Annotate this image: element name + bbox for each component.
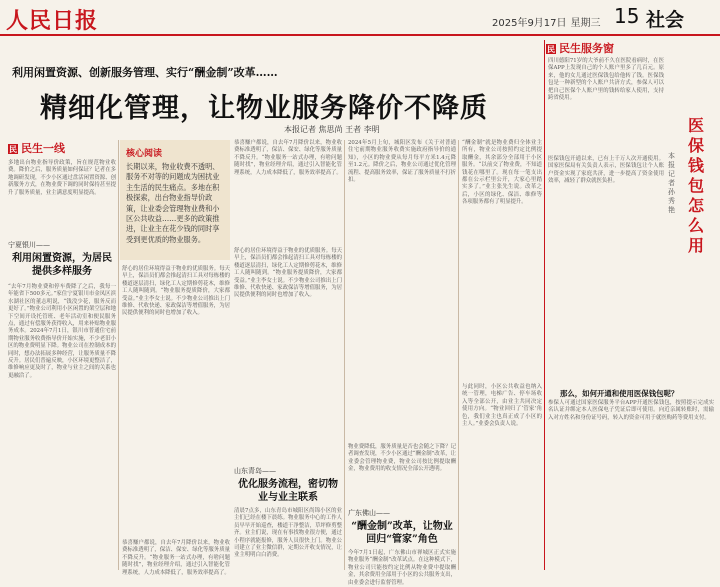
newspaper-logo: 人民日报 [6,8,99,34]
middle-body-c: 清晨7点多，山东青岛市城阳区尚锦小区的业主们已经在楼下晨练。物业服务中心的工作人员早早开始巡查，楼道干净整洁，草坪修剪整齐。业主们说，现在有事找物业很方便，通过小程序就能报修，服务人员很快上门。物业公司建立了业主微信群，定期公开收支情况，让业主明明白白消费。 [234,508,342,559]
middle-body-b: 恭喜赚户都说，自去年7月降价以来，物业收费标准透明了，保洁、保安、绿化等服务质量不降反升。“物业服务一站式办理，有啥问题随时找”，物业经理介绍，通过引入智能化管理系统，人力成本降低了，服务效率提高了。 [234,140,342,176]
page-number: 15 [614,4,640,28]
column-divider [118,140,119,570]
weekday-text: 星期三 [570,18,601,29]
left-subhead: 利用闲置资源，为居民提供多样服务 [12,253,112,277]
middle-body-a: 舒心的居住环境得益于物业的优质服务。每天早上，保洁员们都会推起清扫工具对每栋楼的楼道逐层清扫，绿化工人定期修剪花木，维修工人随叫随到。“物业服务提质降价，大家都受益。”业主李女士说。不少物业公司推出上门维修、代收快递、家政保洁等增值服务，为居民提供便利的同时也增加了收入。 [122,266,230,317]
far-right-body-b: 与此同时，小区公共收益也纳入统一管理，电梯广告、停车场收入等全部公开，由业主共同决定使用方向。“物业回归了‘管家’角色，我们业主也真正成了小区的主人。”业委会负责人说。 [462,384,542,428]
left-body: “去年7月物业费和停车费降了之后，我每一年能省下500多元。”家住宁夏银川市金凤区滨水湖社区的董志明说，“钱没少花，服务反而更好了。”物业公司利用小区闲置的架空层和地下空间开设托管班、老年活动室和便民服务点，通过有偿服务获得收入，用来补贴物业服务成本。2024年7月1日，银川市普通住宅前期物业服务收费指导价开始实施，不少老旧小区的物业费明显下降。物业公司在控制成本的同时，想办法拓展多种经营，让服务质量不降反升。居民们普遍反映，小区环境更整洁了，维修响应更及时了，物业与业主之间的关系也更融洽了。 [8,284,116,379]
middle-subhead: 优化服务流程，密切物业与业主联系 [238,479,338,503]
lead-kicker: 利用闲置资源、创新服务管理、实行“酬金制”改革…… [12,66,278,79]
sidebar-section-label [546,40,614,56]
sidebar-title: 医保钱包怎么用 [688,116,705,255]
right-middle-body-b: 物业费降低，服务质量是否也会随之下降？记者调查发现，不少小区通过“酬金制”改革，让业委会管理物业费，物业公司按比例提取酬金，物业费用的收支情况全部公开透明。 [348,444,456,473]
middle-location: 山东青岛—— [234,467,276,475]
sidebar-byline: 本报记者 孙秀艳 [668,152,675,214]
sidebar-label-text: 民生服务窗 [559,42,614,55]
masthead-rule [0,34,720,36]
right-middle-body-a: 2024年5月上旬，城阳区发布《关于对普通住宅前期物业服务收费实施政府指导价的通知》，小区的物业费从每月每平方米1.4元降至1.2元。降价之后，物业公司通过优化管理流程、提高服务效率，保证了服务质量不打折扣。 [348,140,456,184]
sidebar-divider [544,40,545,570]
middle-body-b2: 舒心的居住环境得益于物业的优质服务。每天早上，保洁员们都会推起清扫工具对每栋楼的楼道逐层清扫，绿化工人定期修剪花木，维修工人随叫随到。“物业服务提质降价，大家都受益。”业主李女士说。不少物业公司推出上门维修、代收快递、家政保洁等增值服务，为居民提供便利的同时也增加了收入。 [234,248,342,299]
lead-headline: 精细化管理，让物业服务降价不降质 [40,93,488,124]
page-section: 社会 [646,9,685,31]
left-intro: 多地出台物业指导价政策，旨在规范物业收费。降价之后，服务质量如何保证？记者在多地调研发现，不少小区通过盘活闲置资源、创新服务方式，在物业费下调的同时保持甚至提升了服务质量，业主满意度明显提高。 [8,160,116,196]
sidebar-body-c: 参保人可通过国家医保服务平台APP开通医保钱包，按照提示完成实名认证并绑定本人医保电子凭证后即可使用。向近亲属转账时，需输入对方姓名和身份证号码，转入的资金可用于就医购药等费用支付。 [548,400,714,421]
sidebar-marker-icon: 民 [547,44,555,54]
right-middle-location: 广东佛山—— [348,509,390,517]
column-divider [458,140,459,570]
right-middle-body-c: 今年7月1日起，广东佛山市禅城区正式实施物业服务“酬金制”改革试点。在这种模式下，物业公司只能按约定比例从物业费中提取酬金，其余费用全部用于小区的公共服务支出，由业委会进行监督管理。 [348,550,456,586]
column-divider [344,140,345,570]
sidebar-body-a: 四川德阳71岁的大爷前不久在医院看病时，在医保APP上发现自己的个人账户里多了几百元。原来，他的女儿通过医保钱包给他转了钱。医保钱包是一种新型的个人账户共济方式，参保人可以把自己医保个人账户里的钱转给家人使用，支持跨省使用。 [548,58,664,102]
section-label-minsheng [8,140,65,156]
right-middle-subhead: “酬金制”改革，让物业回归“管家”角色 [351,521,453,545]
core-reading-text: 长期以来，物业收费不透明、服务不对等的问题成为困扰业主生活的民生痛点。多地在积极探索，出台物业指导价政策，让业委会管理物业费和小区公共收益……更多的政策推进，让业主在花少钱的同时享受到更优质的物业服务。 [126,162,220,244]
core-reading-title: 核心阅读 [126,149,163,159]
sidebar-question: 那么，如何开通和使用医保钱包呢？ [560,389,679,398]
date-text: 2025年9月17日 [492,18,567,29]
far-right-body-a: “酬金制”就是物业费归全体业主所有，物业公司按照约定比例提取酬金，其余部分全部用于小区服务。“以前交了物业费，不知道钱花在哪里了。现在每一笔支出都在公示栏里公开，大家心里踏实多了。”业主张先生说。改革之后，小区的绿化、保洁、维修等各项服务都有了明显提升。 [462,140,542,206]
lead-byline: 本报记者 焦思尚 王者 李明 [284,125,380,134]
left-location: 宁夏银川—— [8,241,50,249]
middle-body-d: 恭喜赚户都说，自去年7月降价以来，物业收费标准透明了，保洁、保安、绿化等服务质量不降反升。“物业服务一站式办理，有啥问题随时找”，物业经理介绍，通过引入智能化管理系统，人力成本降低了，服务效率提高了。 [122,540,230,576]
section-label-text: 民生一线 [21,142,65,155]
issue-date [492,14,605,29]
section-marker-icon: 民 [9,144,17,154]
sidebar-body-b: 医保钱包开通以来，已有上千万人次开通使用。国家医保局有关负责人表示，医保钱包让个人账户资金实现了家庭共济，进一步提高了资金使用效率，减轻了群众就医负担。 [548,156,664,185]
